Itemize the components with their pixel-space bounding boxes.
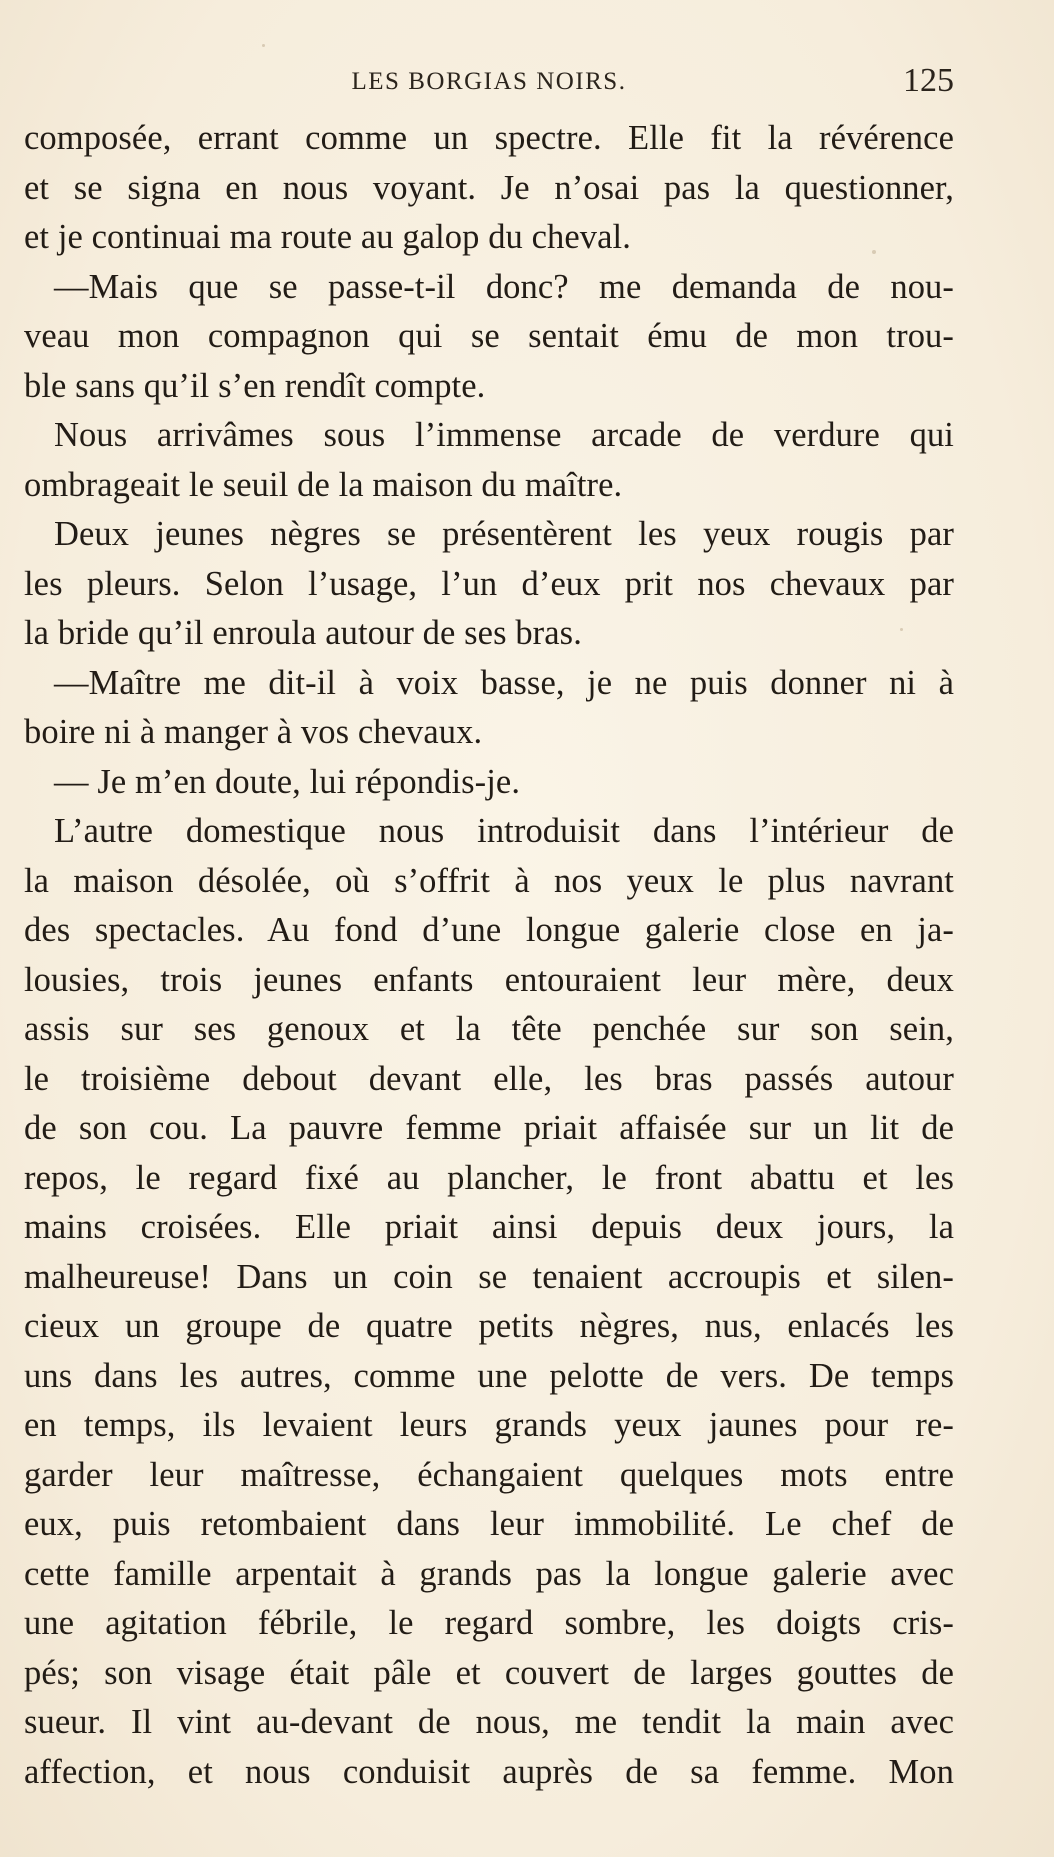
page-number: 125 xyxy=(903,62,954,99)
text-line: eux, puis retombaient dans leur immobilité. Le chef de xyxy=(24,1505,954,1543)
text-line: pés; son visage était pâle et couvert de larges gouttes de xyxy=(24,1653,954,1692)
text-line: sueur. Il vint au-devant de nous, me tendit la main avec xyxy=(24,1703,954,1741)
text-line: L’autre domestique nous introduisit dans l’intérieur de xyxy=(54,812,954,850)
text-line: mains croisées. Elle priait ainsi depuis deux jours, la xyxy=(24,1208,954,1246)
text-line: cieux un groupe de quatre petits nègres, nus, enlacés les xyxy=(24,1307,954,1345)
text-line: assis sur ses genoux et la tête penchée sur son sein, xyxy=(24,1010,954,1048)
running-title: LES BORGIAS NOIRS. xyxy=(351,68,627,95)
text-line: — Je m’en doute, lui répondis-je. xyxy=(54,762,521,801)
text-line: une agitation fébrile, le regard sombre, les doigts cris- xyxy=(24,1604,954,1642)
text-line: ombrageait le seuil de la maison du maître. xyxy=(24,465,623,504)
text-line: garder leur maîtresse, échangaient quelques mots entre xyxy=(24,1455,954,1494)
text-line: uns dans les autres, comme une pelotte de vers. De temps xyxy=(24,1356,954,1395)
text-line: affection, et nous conduisit auprès de sa femme. Mon xyxy=(24,1752,954,1791)
text-line: de son cou. La pauvre femme priait affaisée sur un lit de xyxy=(24,1109,954,1147)
text-line: la bride qu’il enroula autour de ses bras. xyxy=(24,614,582,652)
text-line: ble sans qu’il s’en rendît compte. xyxy=(24,366,486,405)
text-line: Nous arrivâmes sous l’immense arcade de verdure qui xyxy=(54,416,954,454)
text-line: lousies, trois jeunes enfants entouraient leur mère, deux xyxy=(24,960,954,999)
text-line: et je continuai ma route au galop du cheval. xyxy=(24,218,631,256)
text-line: veau mon compagnon qui se sentait ému de mon trou- xyxy=(24,317,954,355)
text-line: cette famille arpentait à grands pas la longue galerie avec xyxy=(24,1554,954,1593)
text-line: et se signa en nous voyant. Je n’osai pas la questionner, xyxy=(24,168,954,207)
text-line: boire ni à manger à vos chevaux. xyxy=(24,713,483,751)
text-line: les pleurs. Selon l’usage, l’un d’eux prit nos chevaux par xyxy=(24,564,954,603)
text-line: la maison désolée, où s’offrit à nos yeux le plus navrant xyxy=(24,861,954,900)
text-line: composée, errant comme un spectre. Elle fit la révérence xyxy=(24,119,954,157)
text-line: malheureuse! Dans un coin se tenaient accroupis et silen- xyxy=(24,1257,954,1296)
text-line: —Maître me dit-il à voix basse, je ne puis donner ni à xyxy=(54,663,954,702)
text-line: —Mais que se passe-t-il donc? me demanda de nou- xyxy=(54,267,954,306)
text-line: repos, le regard fixé au plancher, le front abattu et les xyxy=(24,1158,954,1197)
text-line: le troisième debout devant elle, les bras passés autour xyxy=(24,1059,954,1098)
body-text xyxy=(24,114,954,1797)
text-line: des spectacles. Au fond d’une longue galerie close en ja- xyxy=(24,911,954,949)
text-line: Deux jeunes nègres se présentèrent les yeux rougis par xyxy=(54,515,954,553)
page-header xyxy=(24,64,954,108)
text-line: en temps, ils levaient leurs grands yeux jaunes pour re- xyxy=(24,1406,954,1444)
paper-speck xyxy=(262,44,265,47)
